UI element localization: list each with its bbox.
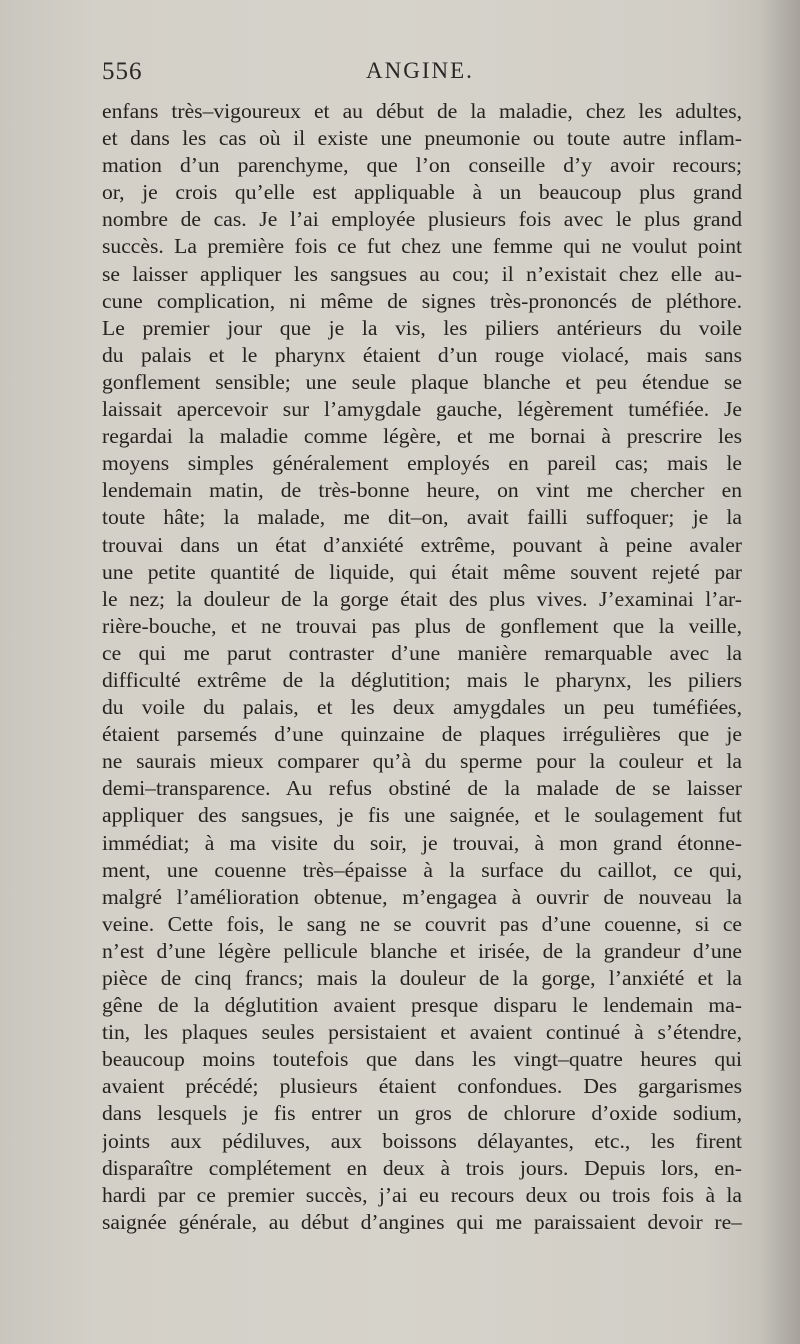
text-line: avaient précédé; plusieurs étaient confondues. Des gargarismes xyxy=(102,1074,742,1099)
text-line: n’est d’une légère pellicule blanche et irisée, de la grandeur d’une xyxy=(102,938,742,963)
text-line: appliquer des sangsues, je fis une saignée, et le soulagement fut xyxy=(102,803,742,828)
text-line: ce qui me parut contraster d’une manière remarquable avec la xyxy=(102,640,742,665)
text-line: cune complication, ni même de signes très-prononcés de pléthore. xyxy=(102,288,742,313)
text-line: mation d’un parenchyme, que l’on conseille d’y avoir recours; xyxy=(102,153,742,178)
text-line: hardi par ce premier succès, j’ai eu recours deux ou trois fois à la xyxy=(102,1182,742,1207)
text-line: nombre de cas. Je l’ai employée plusieurs fois avec le plus grand xyxy=(102,207,742,232)
text-line: étaient parsemés d’une quinzaine de plaques irrégulières que je xyxy=(102,722,742,747)
page-edge-shadow xyxy=(760,0,800,1344)
text-line: dans lesquels je fis entrer un gros de chlorure d’oxide sodium, xyxy=(102,1101,742,1126)
text-line: gonflement sensible; une seule plaque blanche et peu étendue se xyxy=(102,369,742,394)
text-line: se laisser appliquer les sangsues au cou; il n’existait chez elle au- xyxy=(102,261,742,286)
text-line: lendemain matin, de très-bonne heure, on vint me chercher en xyxy=(102,478,742,503)
text-line: une petite quantité de liquide, qui était même souvent rejeté par xyxy=(102,559,742,584)
text-line: or, je crois qu’elle est appliquable à un beaucoup plus grand xyxy=(102,180,742,205)
text-line: saignée générale, au début d’angines qui me paraissaient devoir re– xyxy=(102,1209,742,1234)
text-line: difficulté extrême de la déglutition; mais le pharynx, les piliers xyxy=(102,667,742,692)
text-line: du palais et le pharynx étaient d’un rouge violacé, mais sans xyxy=(102,342,742,367)
text-line: tin, les plaques seules persistaient et avaient continué à s’étendre, xyxy=(102,1020,742,1045)
text-line: le nez; la douleur de la gorge était des plus vives. J’examinai l’ar- xyxy=(102,586,742,611)
text-line: pièce de cinq francs; mais la douleur de la gorge, l’anxiété et la xyxy=(102,966,742,990)
text-line: moyens simples généralement employés en pareil cas; mais le xyxy=(102,451,742,476)
text-line: joints aux pédiluves, aux boissons délayantes, etc., les firent xyxy=(102,1128,742,1153)
text-line: succès. La première fois ce fut chez une femme qui ne voulut point xyxy=(102,234,742,259)
text-line: regardai la maladie comme légère, et me bornai à prescrire les xyxy=(102,424,742,449)
text-line: disparaître complétement en deux à trois jours. Depuis lors, en- xyxy=(102,1155,742,1180)
text-line: laissait apercevoir sur l’amygdale gauche, légèrement tuméfiée. Je xyxy=(102,397,742,422)
text-line: gêne de la déglutition avaient presque disparu le lendemain ma- xyxy=(102,993,742,1018)
text-line: et dans les cas où il existe une pneumonie ou toute autre inflam- xyxy=(102,126,742,151)
text-line: malgré l’amélioration obtenue, m’engagea à ouvrir de nouveau la xyxy=(102,884,742,909)
text-line: toute hâte; la malade, me dit–on, avait failli suffoquer; je la xyxy=(102,505,742,530)
body-text xyxy=(102,98,742,1236)
running-title: ANGINE. xyxy=(366,58,474,83)
text-line: Le premier jour que je la vis, les piliers antérieurs du voile xyxy=(102,315,742,340)
page-header xyxy=(102,58,742,92)
text-line: ment, une couenne très–épaisse à la surface du caillot, ce qui, xyxy=(102,857,742,882)
text-line: veine. Cette fois, le sang ne se couvrit pas d’une couenne, si ce xyxy=(102,911,742,936)
text-line: du voile du palais, et les deux amygdales un peu tuméfiées, xyxy=(102,695,742,720)
text-line: enfans très–vigoureux et au début de la maladie, chez les adultes, xyxy=(102,99,742,123)
text-line: ne saurais mieux comparer qu’à du sperme pour la couleur et la xyxy=(102,749,742,774)
text-line: trouvai dans un état d’anxiété extrême, pouvant à peine avaler xyxy=(102,532,742,557)
text-line: demi–transparence. Au refus obstiné de la malade de se laisser xyxy=(102,776,742,801)
text-line: immédiat; à ma visite du soir, je trouvai, à mon grand étonne- xyxy=(102,830,742,855)
text-line: beaucoup moins toutefois que dans les vingt–quatre heures qui xyxy=(102,1047,742,1072)
text-line: rière-bouche, et ne trouvai pas plus de gonflement que la veille, xyxy=(102,613,742,638)
page-number: 556 xyxy=(102,58,143,85)
